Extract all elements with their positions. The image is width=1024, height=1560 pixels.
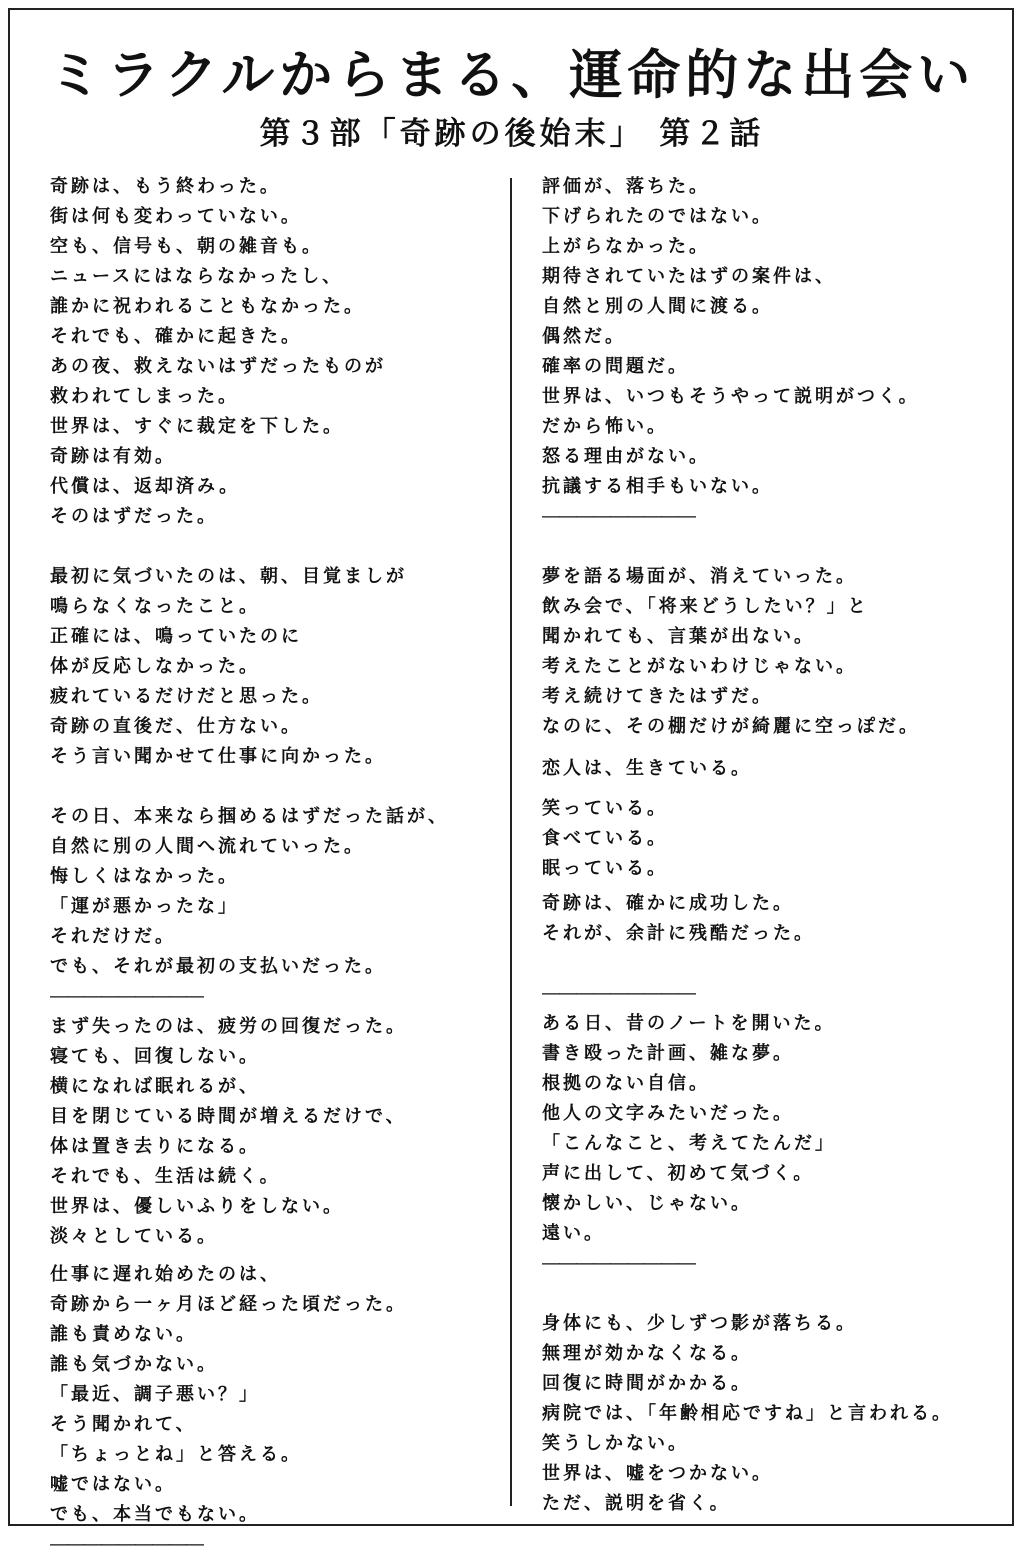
- right-column-paragraph: [542, 754, 1002, 784]
- text-line: 「運が悪かったな」: [50, 896, 239, 917]
- text-line: 代償は、返却済み。: [50, 476, 241, 497]
- right-column-paragraph: [542, 502, 1002, 532]
- right-column-paragraph: [542, 172, 1002, 502]
- text-line: 書き殴った計画、雑な夢。: [542, 1043, 794, 1064]
- text-line: 寝ても、回復しない。: [50, 1046, 260, 1067]
- text-line: ある日、昔のノートを開いた。: [542, 1013, 836, 1034]
- left-column-paragraph: [50, 982, 495, 1012]
- text-line: 目を閉じている時間が増えるだけで、: [50, 1106, 407, 1127]
- text-line: なのに、その棚だけが綺麗に空っぽだ。: [542, 716, 920, 737]
- right-column-paragraph: [542, 1309, 1002, 1519]
- text-line: 病院では、「年齢相応ですね」と言われる。: [542, 1403, 953, 1424]
- text-line: 奇跡は、もう終わった。: [50, 176, 281, 197]
- text-line: まず失ったのは、疲労の回復だった。: [50, 1016, 407, 1037]
- text-line: それが、余計に残酷だった。: [542, 923, 815, 944]
- right-column-paragraph: [542, 1009, 1002, 1249]
- text-line: 自然と別の人間に渡る。: [542, 296, 773, 317]
- text-line: そう言い聞かせて仕事に向かった。: [50, 746, 386, 767]
- text-line: 街は何も変わっていない。: [50, 206, 302, 227]
- right-column-paragraph: [542, 794, 1002, 884]
- text-line: 淡々としている。: [50, 1226, 218, 1247]
- text-line: 身体にも、少しずつ影が落ちる。: [542, 1313, 857, 1334]
- text-line: それだけだ。: [50, 926, 176, 947]
- text-line: 怒る理由がない。: [542, 446, 710, 467]
- text-line: 根拠のない自信。: [542, 1073, 710, 1094]
- text-line: 誰も責めない。: [50, 1324, 197, 1345]
- text-line: 無理が効かなくなる。: [542, 1343, 752, 1364]
- text-line: 奇跡は、確かに成功した。: [542, 893, 794, 914]
- right-column-paragraph: [542, 979, 1002, 1009]
- text-line: 聞かれても、言葉が出ない。: [542, 626, 815, 647]
- text-line: ただ、説明を省く。: [542, 1493, 731, 1514]
- left-column-paragraph: [50, 1530, 495, 1560]
- left-column-paragraph: [50, 1012, 495, 1252]
- text-line: 横になれば眠れるが、: [50, 1076, 260, 1097]
- section-separator: ―――――――――: [50, 986, 203, 1007]
- page-title: ミラクルからまる、運命的な出会い: [48, 45, 976, 106]
- text-line: 「最近、調子悪い？」: [50, 1384, 260, 1405]
- text-line: 下げられたのではない。: [542, 206, 773, 227]
- text-line: 期待されていたはずの案件は、: [542, 266, 836, 287]
- text-line: でも、本当でもない。: [50, 1504, 260, 1525]
- text-line: それでも、確かに起きた。: [50, 326, 302, 347]
- text-line: 考え続けてきたはずだ。: [542, 686, 773, 707]
- text-line: その日、本来なら掴めるはずだった話が、: [50, 806, 449, 827]
- text-line: 「ちょっとね」と答える。: [50, 1444, 302, 1465]
- text-line: 「こんなこと、考えてたんだ」: [542, 1133, 836, 1154]
- right-column-paragraph: [542, 1249, 1002, 1279]
- left-column-paragraph: [50, 562, 495, 772]
- text-line: 確率の問題だ。: [542, 356, 689, 377]
- text-line: 他人の文字みたいだった。: [542, 1103, 794, 1124]
- text-line: あの夜、救えないはずだったものが: [50, 356, 386, 377]
- text-line: 笑っている。: [542, 798, 668, 819]
- section-separator: ―――――――――: [542, 1253, 695, 1274]
- text-line: 救われてしまった。: [50, 386, 239, 407]
- text-line: 食べている。: [542, 828, 668, 849]
- right-column-paragraph: [542, 562, 1002, 742]
- episode-subtitle: 第３部「奇跡の後始末」 第２話: [259, 116, 765, 152]
- text-line: でも、それが最初の支払いだった。: [50, 956, 386, 977]
- text-line: 世界は、優しいふりをしない。: [50, 1196, 344, 1217]
- text-line: 飲み会で、「将来どうしたい？」と: [542, 596, 869, 617]
- text-line: 悔しくはなかった。: [50, 866, 239, 887]
- text-line: 抗議する相手もいない。: [542, 476, 773, 497]
- text-line: 偶然だ。: [542, 326, 626, 347]
- text-line: 仕事に遅れ始めたのは、: [50, 1264, 281, 1285]
- text-line: だから怖い。: [542, 416, 668, 437]
- text-line: 正確には、鳴っていたのに: [50, 626, 302, 647]
- text-line: 疲れているだけだと思った。: [50, 686, 323, 707]
- text-line: 誰も気づかない。: [50, 1354, 218, 1375]
- text-line: 最初に気づいたのは、朝、目覚ましが: [50, 566, 407, 587]
- text-line: 笑うしかない。: [542, 1433, 689, 1454]
- right-column-paragraph: [542, 889, 1002, 949]
- text-line: ニュースにはならなかったし、: [50, 266, 344, 287]
- text-line: 自然に別の人間へ流れていった。: [50, 836, 365, 857]
- text-line: 上がらなかった。: [542, 236, 710, 257]
- text-line: 回復に時間がかかる。: [542, 1373, 752, 1394]
- text-line: 鳴らなくなったこと。: [50, 596, 260, 617]
- text-line: 奇跡から一ヶ月ほど経った頃だった。: [50, 1294, 407, 1315]
- left-column-paragraph: [50, 172, 495, 532]
- section-separator: ―――――――――: [542, 983, 695, 1004]
- right-column: [542, 172, 1002, 1519]
- text-line: 声に出して、初めて気づく。: [542, 1163, 815, 1184]
- text-line: 懐かしい、じゃない。: [542, 1193, 752, 1214]
- text-line: 世界は、いつもそうやって説明がつく。: [542, 386, 920, 407]
- text-line: 体が反応しなかった。: [50, 656, 260, 677]
- left-column: [50, 172, 495, 1560]
- text-line: 遠い。: [542, 1223, 605, 1244]
- text-line: 世界は、嘘をつかない。: [542, 1463, 773, 1484]
- text-line: そう聞かれて、: [50, 1414, 197, 1435]
- text-line: それでも、生活は続く。: [50, 1166, 281, 1187]
- left-column-paragraph: [50, 1260, 495, 1530]
- text-line: 誰かに祝われることもなかった。: [50, 296, 365, 317]
- section-separator: ―――――――――: [50, 1534, 203, 1555]
- text-line: 考えたことがないわけじゃない。: [542, 656, 857, 677]
- column-divider: [510, 178, 512, 1506]
- text-line: そのはずだった。: [50, 506, 218, 527]
- text-line: 恋人は、生きている。: [542, 758, 752, 779]
- text-line: 奇跡は有効。: [50, 446, 176, 467]
- text-line: 嘘ではない。: [50, 1474, 176, 1495]
- text-line: 空も、信号も、朝の雑音も。: [50, 236, 323, 257]
- text-line: 夢を語る場面が、消えていった。: [542, 566, 857, 587]
- text-line: 世界は、すぐに裁定を下した。: [50, 416, 344, 437]
- section-separator: ―――――――――: [542, 506, 695, 527]
- text-line: 眠っている。: [542, 858, 668, 879]
- left-column-paragraph: [50, 802, 495, 982]
- text-line: 体は置き去りになる。: [50, 1136, 260, 1157]
- text-line: 評価が、落ちた。: [542, 176, 710, 197]
- text-line: 奇跡の直後だ、仕方ない。: [50, 716, 302, 737]
